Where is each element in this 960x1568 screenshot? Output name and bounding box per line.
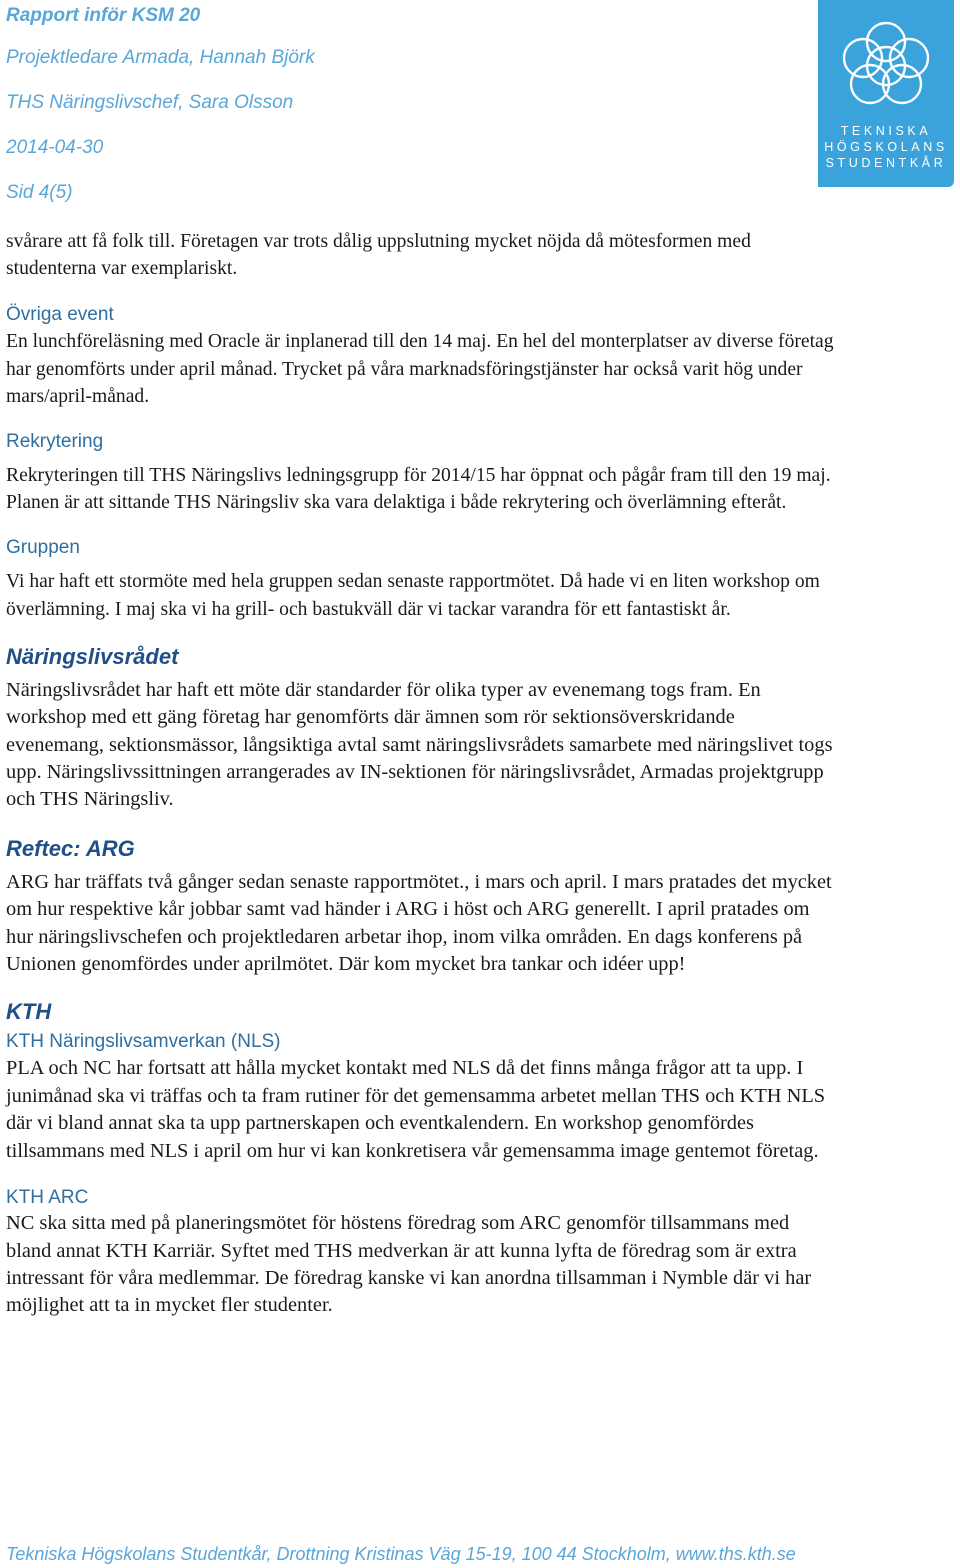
logo-text-line1: TEKNISKA [840, 124, 932, 138]
naringslivsradet-heading: Näringslivsrådet [6, 643, 179, 669]
naringslivsradet-text: Näringslivsrådet har haft ett möte där standarder för olika typer av evenemang togs fram. En workshop med ett gäng företag har genomförts där ämnen som rör sektionsöverskridande evenemang, sektionsmässor, långsiktiga avtal samt näringslivsrådets samarbete med näringslivet togs upp. Näringslivssittningen arrangerades av IN-sektionen för näringslivsrådet, Armadas projektgrupp och THS Näringsliv. [6, 678, 833, 811]
logo-text-line2: HÖGSKOLANS [824, 140, 948, 154]
rekrytering-heading: Rekrytering [6, 431, 104, 453]
header-date: 2014-04-30 [6, 137, 104, 158]
kth-arc-heading: KTH ARC [6, 1187, 89, 1209]
kth-heading: KTH [6, 999, 52, 1025]
reftec-text: ARG har träffats två gånger sedan senaste rapportmötet., i mars och april. I mars pratades det mycket om hur respektive kår jobbar samt vad händer i ARG i höst och ARG generellt. I april pratades om hur näringslivschefen och projektledaren arbetar ihop, inom vilka områden. En dags konferens på Unionen genomfördes under aprilmötet. Där kom mycket bra tankar och idéer upp! [6, 870, 832, 976]
header-page-number: Sid 4(5) [6, 182, 73, 203]
ovriga-event-heading: Övriga event [6, 304, 114, 326]
gruppen-heading: Gruppen [6, 537, 80, 559]
kth-nls-text: PLA och NC har fortsatt att hålla mycket kontakt med NLS då det finns många frågor att ta upp. I junimånad ska vi träffas och ta fram rutiner för det gemensamma arbetet mellan THS och KTH NLS där vi bland annat ska ta upp partnerskapen och eventkalendern. En workshop genomfördes tillsammans med NLS i april om hur vi kan konkretisera vår gemensamma image gentemot företag. [6, 1057, 826, 1162]
logo-text-line3: STUDENTKÅR [825, 156, 947, 170]
rings-emblem-icon [836, 16, 936, 116]
kth-arc-text: NC ska sitta med på planeringsmötet för höstens föredrag som ARC genomför tillsammans med bland annat KTH Karriär. Syftet med THS medverkan är att kunna lyfta de föredrag som är extra intressant för våra medlemmar. De föredrag kanske vi kan anordna tillsamman i Nymble där vi har möjlighet att ta in mycket fler studenter. [6, 1212, 812, 1317]
intro-paragraph: svårare att få folk till. Företagen var trots dålig uppslutning mycket nöjda då mötesformen med studenterna var exemplariskt. [6, 231, 751, 280]
rekrytering-text: Rekryteringen till THS Näringslivs ledningsgrupp för 2014/15 har öppnat och pågår fram till den 19 maj. Planen är att sittande THS Näringsliv ska vara delaktiga i både rekrytering och överlämning efteråt. [6, 465, 831, 514]
header-author-armada: Projektledare Armada, Hannah Björk [6, 47, 315, 68]
document-footer: Tekniska Högskolans Studentkår, Drottning Kristinas Väg 15-19, 100 44 Stockholm, www.ths.kth.se [6, 1544, 796, 1564]
ovriga-event-text: En lunchföreläsning med Oracle är inplanerad till den 14 maj. En hel del monterplatser av diverse företag har genomförts under april månad. Trycket på våra marknadsföringstjänster har också varit hög under mars/april-månad. [6, 331, 834, 407]
gruppen-text: Vi har haft ett stormöte med hela gruppen sedan senaste rapportmötet. Då hade vi en liten workshop om överlämning. I maj ska vi ha grill- och bastukväll där vi tackar varandra för ett fantastiskt år. [6, 571, 820, 620]
reftec-heading: Reftec: ARG [6, 835, 135, 861]
kth-nls-heading: KTH Näringslivsamverkan (NLS) [6, 1031, 281, 1053]
header-author-ths: THS Näringslivschef, Sara Olsson [6, 92, 294, 113]
document-body [6, 228, 836, 1320]
report-title: Rapport inför KSM 20 [6, 5, 201, 26]
document-header [6, 4, 786, 226]
ths-logo [818, 0, 954, 187]
